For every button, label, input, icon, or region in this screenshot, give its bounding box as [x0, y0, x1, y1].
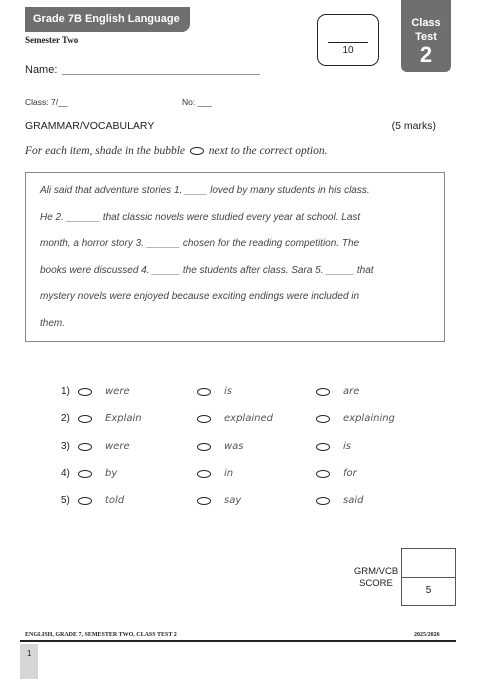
class-tab-line1: Class: [411, 17, 441, 29]
passage-line: Ali said that adventure stories 1. ____ loved by many students in his class.: [40, 185, 370, 196]
option-c: are: [343, 386, 360, 397]
grade-banner: [25, 7, 190, 32]
question-number: 5): [61, 495, 70, 506]
option-a: Explain: [105, 413, 142, 424]
answer-bubble[interactable]: [197, 497, 211, 505]
answer-bubble[interactable]: [316, 497, 330, 505]
option-b: say: [224, 495, 242, 506]
option-c: said: [343, 495, 364, 506]
footer-title: ENGLISH, GRADE 7, SEMESTER TWO, CLASS TEST 2: [25, 632, 177, 638]
passage-line: books were discussed 4. _____ the students after class. Sara 5. _____ that: [40, 264, 374, 276]
instruction: [25, 145, 327, 157]
score-fraction-line: [328, 42, 368, 43]
name-field[interactable]: [62, 74, 260, 75]
score-total: 10: [342, 45, 354, 56]
answer-bubble[interactable]: [78, 415, 92, 423]
answer-bubble[interactable]: [316, 388, 330, 396]
option-a: were: [105, 386, 130, 397]
class-test-tab: [401, 0, 451, 72]
answer-bubble[interactable]: [316, 415, 330, 423]
question-number: 2): [61, 413, 70, 424]
question-number: 1): [61, 386, 70, 397]
class-field[interactable]: Class: 7/__: [25, 97, 68, 107]
score-label-line1: GRM/VCB: [353, 566, 399, 577]
passage-line: mystery novels were enjoyed because exciting endings were included in: [40, 291, 360, 302]
class-tab-line2: Test: [415, 31, 437, 43]
question-row-4: [0, 468, 480, 482]
answer-bubble[interactable]: [316, 443, 330, 451]
question-number: 3): [61, 441, 70, 452]
footer-rule: [20, 640, 456, 642]
option-c: is: [343, 441, 351, 452]
option-c: explaining: [343, 413, 395, 424]
option-a: by: [105, 468, 118, 479]
score-label: [353, 566, 399, 590]
option-a: were: [105, 441, 130, 452]
passage-line: month, a horror story 3. ______ chosen for the reading competition. The: [40, 238, 360, 249]
option-c: for: [343, 468, 357, 479]
section-marks: (5 marks): [391, 120, 436, 132]
answer-bubble[interactable]: [78, 497, 92, 505]
answer-bubble[interactable]: [197, 443, 211, 451]
section-title: GRAMMAR/VOCABULARY: [25, 120, 155, 132]
option-a: told: [105, 495, 125, 506]
answer-bubble[interactable]: [78, 470, 92, 478]
option-b: in: [224, 468, 234, 479]
answer-bubble[interactable]: [78, 443, 92, 451]
score-table: [401, 548, 456, 606]
option-b: is: [224, 386, 232, 397]
footer-year: 2025/2026: [414, 632, 440, 638]
question-row-1: [0, 386, 480, 400]
answer-bubble[interactable]: [197, 415, 211, 423]
answer-bubble[interactable]: [316, 470, 330, 478]
total-score-box: [317, 14, 379, 66]
semester-label: Semester Two: [25, 35, 79, 45]
question-row-5: [0, 495, 480, 509]
number-field[interactable]: No: ___: [182, 97, 212, 107]
grade-title: Grade 7B English Language: [33, 13, 180, 25]
question-row-2: [0, 413, 480, 427]
page-number: 1: [27, 649, 32, 658]
passage-line: He 2. ______ that classic novels were studied every year at school. Last: [40, 211, 361, 223]
answer-bubble[interactable]: [197, 470, 211, 478]
score-label-line2: SCORE: [359, 578, 393, 589]
class-tab-number: 2: [419, 42, 433, 67]
instruction-end: next to the correct option.: [208, 145, 328, 157]
score-value: 5: [425, 585, 432, 596]
answer-bubble[interactable]: [78, 388, 92, 396]
question-number: 4): [61, 468, 70, 479]
passage-line: them.: [40, 317, 66, 329]
question-row-3: [0, 441, 480, 455]
option-b: explained: [224, 413, 273, 424]
option-b: was: [224, 441, 244, 452]
instruction-start: For each item, shade in the bubble: [25, 145, 186, 157]
score-table-divider: [402, 577, 455, 578]
passage-box: [25, 172, 445, 342]
answer-bubble[interactable]: [197, 388, 211, 396]
bubble-icon: [190, 147, 204, 155]
name-label: Name:: [25, 64, 58, 76]
